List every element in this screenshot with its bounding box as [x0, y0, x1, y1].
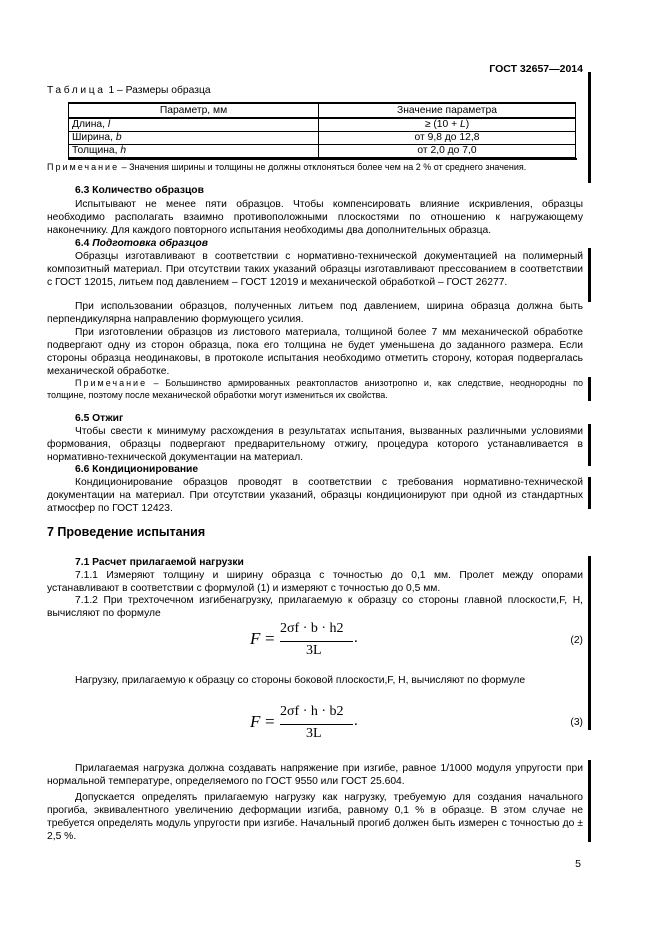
formula-3: F = 2σf · h · b2 3L . — [250, 704, 358, 741]
page-number: 5 — [575, 858, 581, 870]
section-7-title: 7 Проведение испытания — [47, 525, 206, 539]
standard-header: ГОСТ 32657—2014 — [489, 63, 583, 75]
note-word: Примечание — [47, 162, 120, 172]
equation-number-3: (3) — [570, 717, 583, 728]
revision-bar — [588, 72, 591, 183]
paragraph: Допускается определять прилагаемую нагрузку как нагрузку, требуемую для создания начального прогиба, эквивалентного увеличению деформации изгиба, равному 0,1 % в образце. В этом случае не требуется определять модуль упругости при изгибе. Начальный прогиб должен быть измерен с точностью до ± 2,5 %. — [47, 792, 583, 842]
param-cell: Толщина, h — [69, 145, 319, 158]
formula-2-denominator: 3L — [306, 643, 322, 658]
section-7-1-title: 7.1 Расчет прилагаемой нагрузки — [75, 557, 244, 568]
table-row — [69, 118, 576, 132]
section-6-4-title: 6.4 Подготовка образцов — [75, 238, 208, 249]
formula-3-denominator: 3L — [306, 726, 322, 741]
paragraph: Чтобы свести к минимуму расхождения в результатах испытания, вызванных различными условиями формования, образцы подвергают предварительному отжигу, процедура которого устанавливается в нормативно-технической документации на материал. — [47, 426, 583, 463]
paragraph: 7.1.2 При трехточечном изгибенагрузку, прилагаемую к образцу со стороны главной плоскости,F, Н, вычисляют по формуле — [47, 595, 583, 619]
column-header-param: Параметр, мм — [69, 103, 319, 118]
table-note — [47, 162, 577, 173]
revision-bar — [588, 248, 591, 302]
value-cell: ≥ (10 + L) — [319, 118, 576, 132]
sample-size-table — [68, 102, 576, 158]
formula-3-numerator: 2σf · h · b2 — [280, 704, 344, 719]
table-bottom-rule — [68, 158, 577, 160]
paragraph: При использовании образцов, полученных литьем под давлением, ширина образца должна быть перпендикулярна направлению формующего усилия. — [47, 301, 583, 325]
table-caption-text: 1 – Размеры образца — [108, 85, 211, 96]
formula-2: F = 2σf · b · h2 3L . — [250, 621, 358, 658]
paragraph: Нагрузку, прилагаемую к образцу со стороны боковой плоскости,F, Н, вычисляют по формуле — [75, 675, 526, 686]
value-cell: от 2,0 до 7,0 — [319, 145, 576, 158]
revision-bar — [588, 424, 591, 466]
revision-bar — [588, 556, 591, 730]
revision-bar — [588, 477, 591, 509]
param-cell: Ширина, b — [69, 132, 319, 145]
value-cell: от 9,8 до 12,8 — [319, 132, 576, 145]
paragraph: Испытывают не менее пяти образцов. Чтобы компенсировать влияние искривления, образцы необходимо располагать взаимно противоположными плоскостями по отношению к нагружающему наконечнику. Для каждого повторного испытания необходимы два дополнительных образца. — [47, 199, 583, 236]
note-text: – Значения ширины и толщины не должны отклоняться более чем на 2 % от среднего значения. — [119, 162, 527, 172]
table-row — [69, 145, 576, 158]
section-6-5-title: 6.5 Отжиг — [75, 413, 124, 424]
paragraph: Кондиционирование образцов проводят в соответствии с требования нормативно-технической документации на материал. При отсутствии указаний, образцы кондиционируют при одной из стандартных атмосфер по ГОСТ 12423. — [47, 477, 583, 514]
column-header-value: Значение параметра — [319, 103, 576, 118]
paragraph: Прилагаемая нагрузка должна создавать напряжение при изгибе, равное 1/1000 модуля упругости при нормальной температуре, определяемого по ГОСТ 9550 или ГОСТ 25.604. — [47, 763, 583, 787]
note-paragraph: Примечание – Большинство армированных реактопластов анизотропно и, как следствие, неоднородны по толщине, поэтому после механической обработки могут измениться их свойства. — [47, 378, 583, 400]
paragraph: 7.1.1 Измеряют толщину и ширину образца с точностью до 0,1 мм. Пролет между опорами устанавливают в соответствии с формулой (1) и измеряют с точностью до 0,5 мм. — [47, 570, 583, 594]
revision-bar — [588, 760, 591, 842]
table-caption-word: Таблица — [47, 85, 106, 96]
table-caption — [47, 84, 211, 97]
paragraph: Образцы изготавливают в соответствии с нормативно-технической документацией на полимерный композитный материал. При отсутствии таких указаний образцы изготавливают прессованием в соответствии с ГОСТ 12015, литьем под давлением – ГОСТ 12019 и механической обработкой – ГОСТ 26277. — [47, 251, 583, 288]
section-6-3-title: 6.3 Количество образцов — [75, 185, 204, 196]
revision-bar — [588, 377, 591, 401]
paragraph: При изготовлении образцов из листового материала, толщиной более 7 мм механической обработке подвергают одну из сторон образца, пока его толщина не будет уменьшена до заданного размера. Если стороны образца неодинаковы, в протоколе испытания необходимо отметить сторону, которая подвергалась механической обработке. — [47, 327, 583, 377]
param-cell: Длина, l — [69, 118, 319, 132]
table-header-row — [69, 103, 576, 118]
table-row — [69, 132, 576, 145]
equation-number-2: (2) — [570, 635, 583, 646]
formula-2-numerator: 2σf · b · h2 — [280, 621, 344, 636]
section-6-6-title: 6.6 Кондиционирование — [75, 464, 199, 475]
